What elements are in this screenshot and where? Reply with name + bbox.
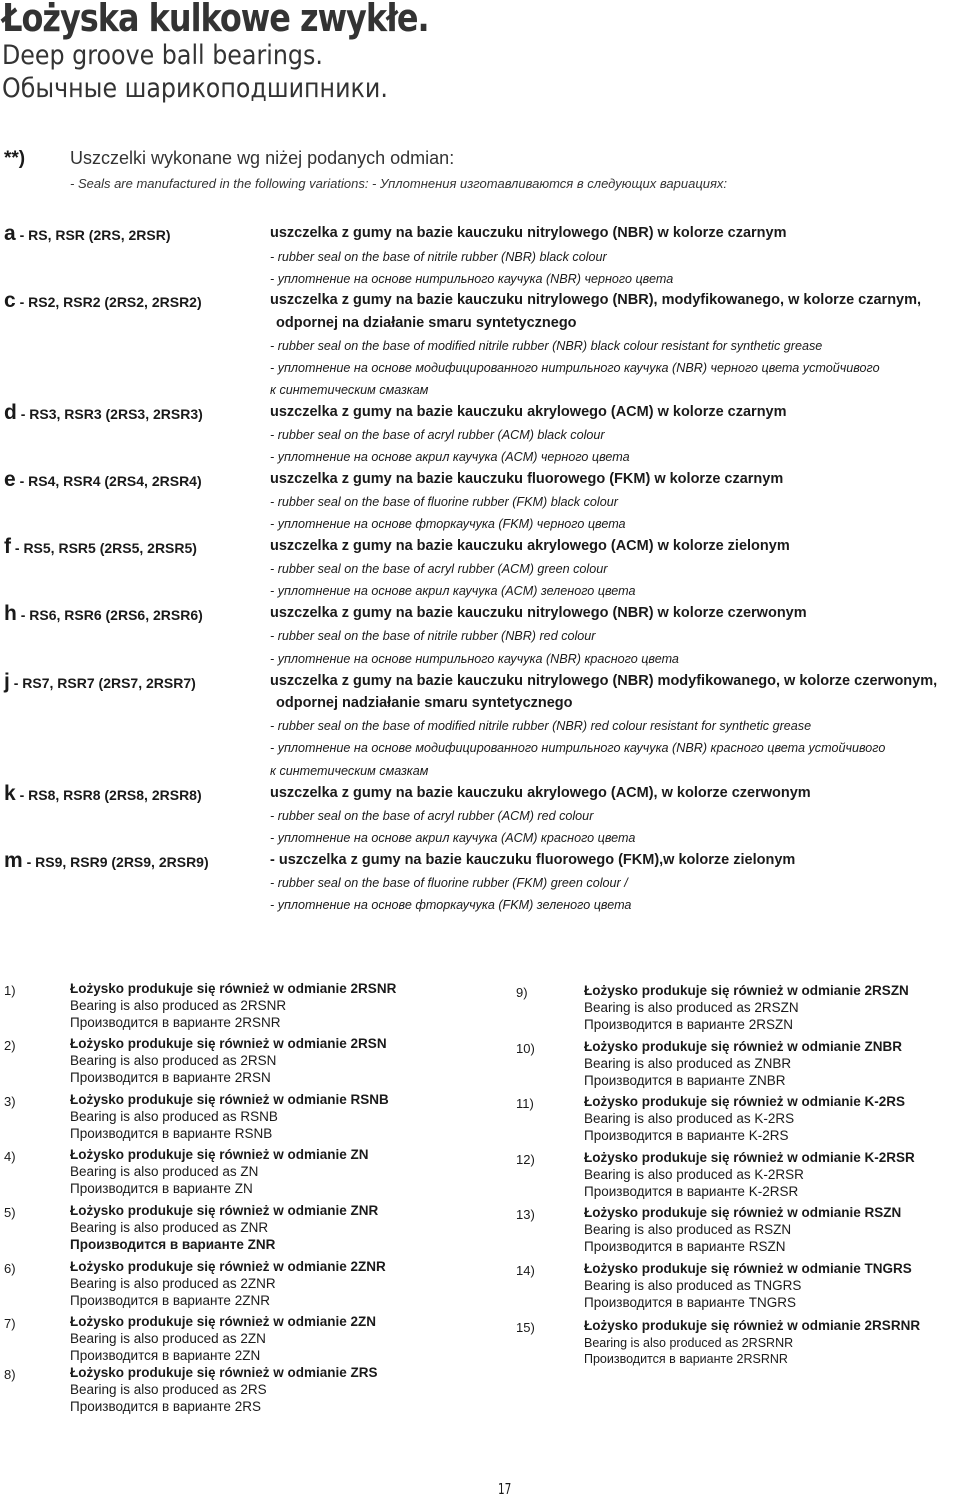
seal-desc-russian: - уплотнение на основе модифицированного нитрильного каучука (NBR) красного цвета устойчивого (270, 741, 886, 755)
footnote-polish: Łożysko produkuje się również w odmianie ZNBR (584, 1039, 903, 1054)
footnote-number: 13) (516, 1207, 535, 1222)
seal-code: - RS, RSR (2RS, 2RSR) (19, 227, 171, 243)
footnote-english: Bearing is also produced as 2ZN (70, 1331, 266, 1346)
footnote-number: 3) (4, 1094, 16, 1109)
footnote-polish: Łożysko produkuje się również w odmianie 2RSNR (70, 981, 397, 996)
seal-desc-english: - rubber seal on the base of acryl rubber (ACM) black colour (270, 428, 605, 442)
footnote-polish: Łożysko produkuje się również w odmianie TNGRS (584, 1261, 912, 1276)
footnote-polish: Łożysko produkuje się również w odmianie RSNB (70, 1092, 389, 1107)
seal-code-c (4, 289, 202, 313)
footnote-polish: Łożysko produkuje się również w odmianie K-2RSR (584, 1150, 915, 1165)
footnote-number: 11) (516, 1096, 534, 1111)
seal-letter: c (4, 289, 16, 312)
seal-desc-english: - rubber seal on the base of modified nitrile rubber (NBR) red colour resistant for synthetic grease (270, 719, 812, 733)
seal-letter: f (4, 535, 11, 558)
seal-desc-polish: uszczelka z gumy na bazie kauczuku akrylowego (ACM) w kolorze czarnym (270, 404, 787, 420)
footnote-russian: Производится в варианте ZN (70, 1181, 253, 1196)
seal-desc-russian: - уплотнение на основе акрил каучука (ACM) зеленого цвета (270, 584, 636, 598)
seal-code: - RS6, RSR6 (2RS6, 2RSR6) (20, 607, 203, 623)
seal-code-j (4, 670, 196, 694)
seal-letter: m (4, 849, 23, 872)
footnote-russian: Производится в варианте RSNB (70, 1126, 273, 1141)
seal-desc-polish: uszczelka z gumy na bazie kauczuku nitrylowego (NBR), modyfikowanego, w kolorze czarnym, (270, 292, 922, 308)
footnote-number: 12) (516, 1152, 535, 1167)
seal-letter: d (4, 401, 17, 424)
footnote-polish: Łożysko produkuje się również w odmianie K-2RS (584, 1094, 906, 1109)
footnote-polish: Łożysko produkuje się również w odmianie 2ZN (70, 1314, 377, 1329)
footnote-english: Bearing is also produced as ZNBR (584, 1056, 792, 1071)
seal-desc-russian-cont: к синтетическим смазкам (270, 383, 429, 397)
footnote-polish: Łożysko produkuje się również w odmianie ZRS (70, 1365, 378, 1380)
footnote-english: Bearing is also produced as 2RSZN (584, 1000, 799, 1015)
title-polish: Łożyska kulkowe zwykłe. (2, 0, 429, 40)
title-russian: Обычные шарикоподшипники. (2, 73, 388, 104)
footnote-russian: Производится в варианте K-2RSR (584, 1184, 799, 1199)
seal-desc-polish: - uszczelka z gumy na bazie kauczuku fluorowego (FKM),w kolorze zielonym (270, 852, 796, 868)
seal-code: - RS5, RSR5 (2RS5, 2RSR5) (14, 540, 197, 556)
footnote-english: Bearing is also produced as ZN (70, 1164, 259, 1179)
footnote-russian: Производится в варианте RSZN (584, 1239, 786, 1254)
footnote-english: Bearing is also produced as 2RSNR (70, 998, 287, 1013)
footnote-number: 6) (4, 1261, 16, 1276)
footnote-english: Bearing is also produced as RSZN (584, 1222, 792, 1237)
footnote-english: Bearing is also produced as K-2RSR (584, 1167, 804, 1182)
footnote-english: Bearing is also produced as RSNB (70, 1109, 278, 1124)
footnote-number: 2) (4, 1038, 16, 1053)
seal-desc-russian: - уплотнение на основе нитрильного каучука (NBR) черного цвета (270, 272, 674, 286)
footnote-russian: Производится в варианте 2RS (70, 1399, 261, 1414)
seal-code: - RS4, RSR4 (2RS4, 2RSR4) (19, 473, 202, 489)
seal-desc-polish: uszczelka z gumy na bazie kauczuku akrylowego (ACM) w kolorze zielonym (270, 538, 790, 554)
title-english: Deep groove ball bearings. (2, 40, 323, 71)
footnote-polish: Łożysko produkuje się również w odmianie RSZN (584, 1205, 902, 1220)
seal-desc-polish: uszczelka z gumy na bazie kauczuku nitrylowego (NBR) w kolorze czerwonym (270, 605, 807, 621)
footnote-english: Bearing is also produced as 2RSRNR (584, 1336, 794, 1350)
seal-desc-russian: - уплотнение на основе акрил каучука (ACM) черного цвета (270, 450, 630, 464)
seal-desc-polish-cont: odpornej na działanie smaru syntetycznego (276, 315, 577, 331)
seal-intro-polish: Uszczelki wykonane wg niżej podanych odmian: (70, 148, 455, 168)
seal-code-e (4, 468, 202, 492)
seal-code-k (4, 782, 202, 806)
seal-letter: k (4, 782, 16, 805)
footnote-number: 15) (516, 1320, 535, 1335)
page-number: 17 (498, 1480, 512, 1498)
seal-desc-english: - rubber seal on the base of fluorine rubber (FKM) black colour (270, 495, 618, 509)
footnote-russian: Производится в варианте K-2RS (584, 1128, 789, 1143)
seal-desc-english: - rubber seal on the base of acryl rubber (ACM) red colour (270, 809, 594, 823)
footnote-russian: Производится в варианте 2ZNR (70, 1293, 270, 1308)
footnote-polish: Łożysko produkuje się również w odmianie 2RSRNR (584, 1318, 921, 1333)
footnote-polish: Łożysko produkuje się również w odmianie 2RSZN (584, 983, 909, 998)
seal-desc-english: - rubber seal on the base of fluorine rubber (FKM) green colour / (270, 876, 628, 890)
seal-note-marker: **) (4, 148, 26, 169)
seal-desc-russian: - уплотнение на основе нитрильного каучука (NBR) красного цвета (270, 652, 679, 666)
footnote-english: Bearing is also produced as 2RSN (70, 1053, 277, 1068)
footnote-number: 8) (4, 1367, 16, 1382)
footnote-russian: Производится в варианте 2RSNR (70, 1015, 281, 1030)
footnote-russian: Производится в варианте 2RSRNR (584, 1352, 788, 1366)
footnote-russian: Производится в варианте ZNBR (584, 1073, 786, 1088)
seal-intro-translations: - Seals are manufactured in the following variations: - Уплотнения изготавливаются в следующих вариациях: (70, 176, 728, 191)
seal-desc-russian: - уплотнение на основе модифицированного нитрильного каучука (NBR) черного цвета устойчивого (270, 361, 880, 375)
footnote-number: 5) (4, 1205, 16, 1220)
seal-desc-russian-cont: к синтетическим смазкам (270, 764, 429, 778)
footnote-number: 9) (516, 985, 528, 1000)
footnote-polish: Łożysko produkuje się również w odmianie ZNR (70, 1203, 379, 1218)
footnote-russian: Производится в варианте TNGRS (584, 1295, 796, 1310)
footnote-polish: Łożysko produkuje się również w odmianie ZN (70, 1147, 369, 1162)
seal-desc-russian: - уплотнение на основе фторкаучука (FKM) зеленого цвета (270, 898, 632, 912)
seal-code: - RS8, RSR8 (2RS8, 2RSR8) (19, 787, 202, 803)
seal-code: - RS3, RSR3 (2RS3, 2RSR3) (20, 406, 203, 422)
seal-desc-english: - rubber seal on the base of nitrile rubber (NBR) red colour (270, 629, 596, 643)
seal-desc-russian: - уплотнение на основе фторкаучука (FKM) черного цвета (270, 517, 626, 531)
seal-letter: j (4, 670, 10, 693)
seal-desc-polish: uszczelka z gumy na bazie kauczuku nitrylowego (NBR) modyfikowanego, w kolorze czerwonym, (270, 673, 938, 689)
footnote-english: Bearing is also produced as 2RS (70, 1382, 267, 1397)
footnote-number: 14) (516, 1263, 535, 1278)
seal-code: - RS2, RSR2 (2RS2, 2RSR2) (19, 294, 202, 310)
seal-desc-polish: uszczelka z gumy na bazie kauczuku nitrylowego (NBR) w kolorze czarnym (270, 225, 787, 241)
seal-code: - RS7, RSR7 (2RS7, 2RSR7) (13, 675, 196, 691)
seal-letter: e (4, 468, 16, 491)
footnote-number: 10) (516, 1041, 535, 1056)
seal-desc-polish: uszczelka z gumy na bazie kauczuku akrylowego (ACM), w kolorze czerwonym (270, 785, 811, 801)
seal-code-d (4, 401, 203, 425)
seal-desc-russian: - уплотнение на основе акрил каучука (ACM) красного цвета (270, 831, 636, 845)
seal-desc-english: - rubber seal on the base of modified nitrile rubber (NBR) black colour resistant for synthetic grease (270, 339, 823, 353)
seal-desc-english: - rubber seal on the base of acryl rubber (ACM) green colour (270, 562, 608, 576)
seal-letter: a (4, 222, 16, 245)
footnote-russian: Производится в варианте 2RSZN (584, 1017, 793, 1032)
seal-code-f (4, 535, 197, 559)
seal-desc-english: - rubber seal on the base of nitrile rubber (NBR) black colour (270, 250, 607, 264)
footnote-english: Bearing is also produced as TNGRS (584, 1278, 802, 1293)
seal-desc-polish: uszczelka z gumy na bazie kauczuku fluorowego (FKM) w kolorze czarnym (270, 471, 784, 487)
footnote-english: Bearing is also produced as ZNR (70, 1220, 269, 1235)
seal-code: - RS9, RSR9 (2RS9, 2RSR9) (26, 854, 209, 870)
footnote-english: Bearing is also produced as 2ZNR (70, 1276, 276, 1291)
seal-code-m (4, 849, 209, 873)
seal-desc-polish-cont: odpornej nadziałanie smaru syntetycznego (276, 695, 573, 711)
seal-letter: h (4, 602, 17, 625)
seal-code-h (4, 602, 203, 626)
footnote-number: 4) (4, 1149, 16, 1164)
footnote-russian: Производится в варианте ZNR (70, 1237, 276, 1252)
seal-code-a (4, 222, 171, 246)
footnote-russian: Производится в варианте 2RSN (70, 1070, 271, 1085)
footnote-english: Bearing is also produced as K-2RS (584, 1111, 795, 1126)
footnote-number: 1) (4, 983, 16, 998)
footnote-number: 7) (4, 1316, 16, 1331)
footnote-russian: Производится в варианте 2ZN (70, 1348, 261, 1363)
footnote-polish: Łożysko produkuje się również w odmianie 2RSN (70, 1036, 387, 1051)
footnote-polish: Łożysko produkuje się również w odmianie 2ZNR (70, 1259, 386, 1274)
